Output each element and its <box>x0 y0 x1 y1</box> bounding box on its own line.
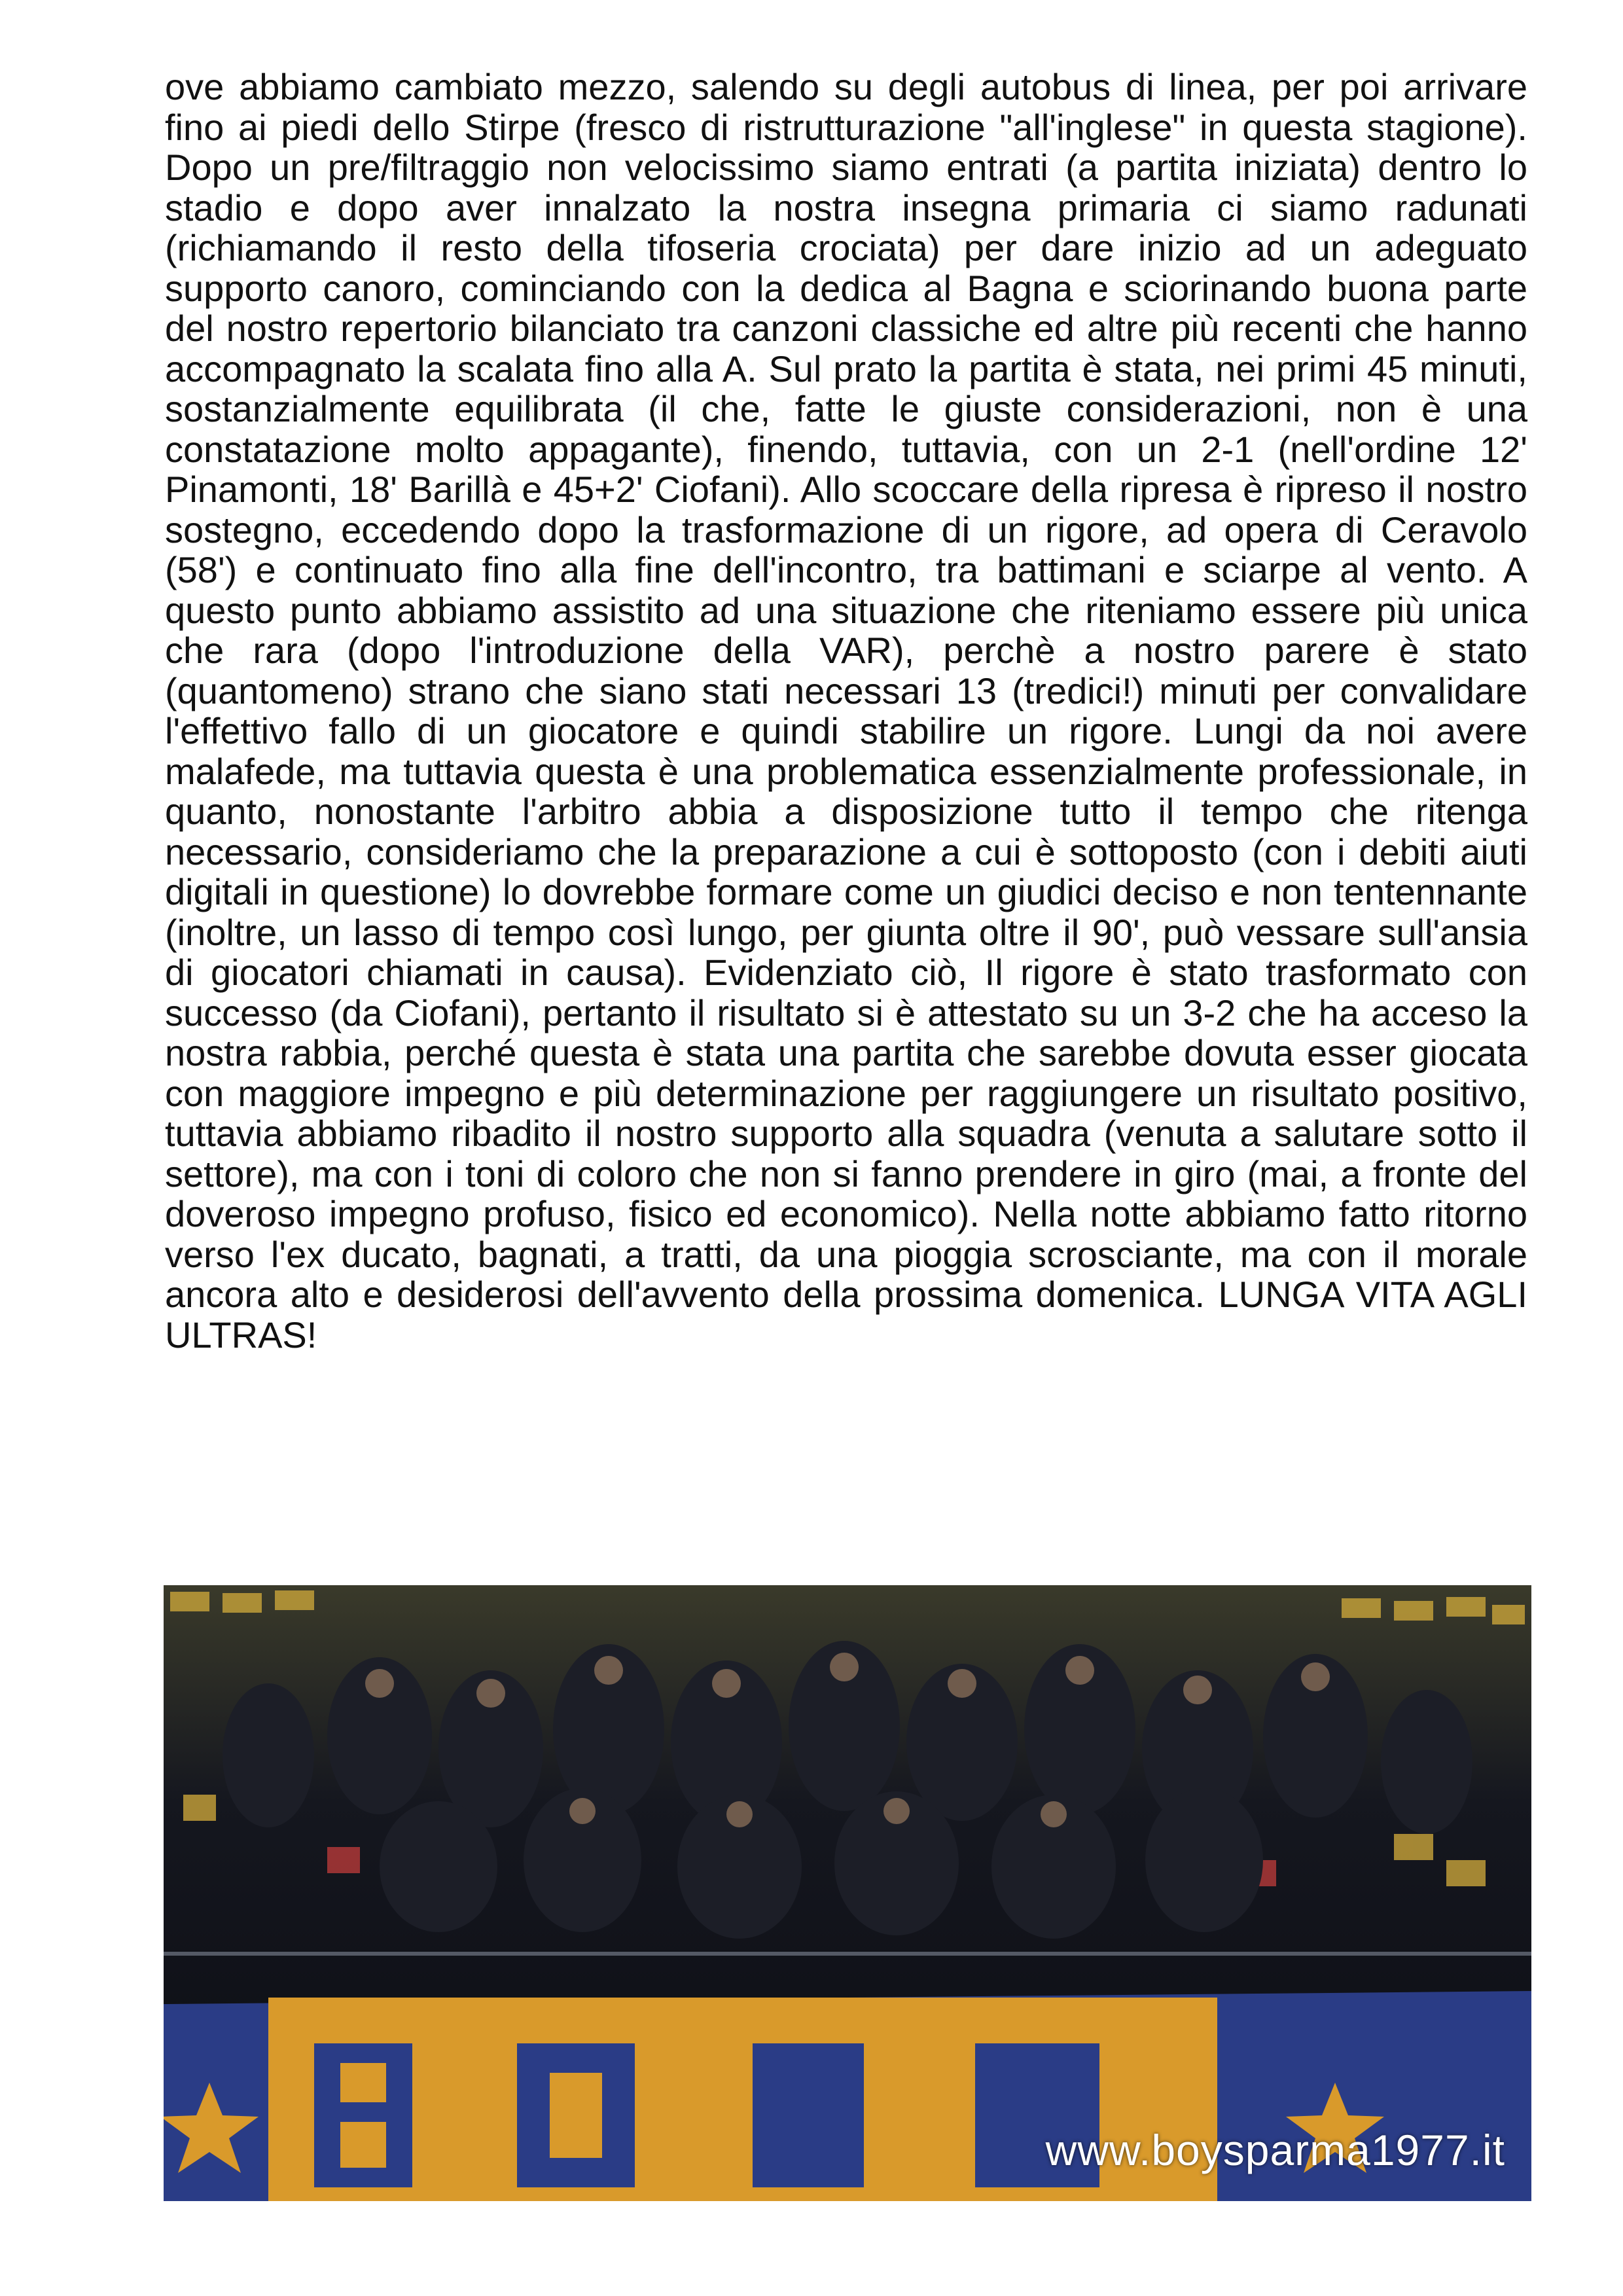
stadium-photo <box>164 1585 1531 2201</box>
photo-watermark: www.boysparma1977.it <box>1045 2126 1505 2174</box>
article-body: ove abbiamo cambiato mezzo, salendo su degli autobus di linea, per poi arrivare fino ai piedi dello Stirpe (fresco di ristrutturazione "all'inglese" in questa stagione). Dopo un pre/filtraggio non velocissimo siamo entrati (a partita iniziata) dentro lo stadio e dopo aver innalzato la nostra insegna primaria ci siamo radunati (richiamando il resto della tifoseria crociata) per dare inizio ad un adeguato supporto canoro, cominciando con la dedica al Bagna e sciorinando buona parte del nostro repertorio bilanciato tra canzoni classiche ed altre più recenti che hanno accompagnato la scalata fino alla A. Sul prato la partita è stata, nei primi 45 minuti, sostanzialmente equilibrata (il che, fatte le giuste considerazioni, non è una constatazione molto appagante), finendo, tuttavia, con un 2-1 (nell'ordine 12' Pinamonti, 18' Barillà e 45+2' Ciofani). Allo scoccare della ripresa è ripreso il nostro sostegno, eccedendo dopo la trasformazione di un rigore, ad opera di Ceravolo (58') e continuato fino alla fine dell'incontro, tra battimani e sciarpe al vento. A questo punto abbiamo assistito ad una situazione che riteniamo essere più unica che rara (dopo l'introduzione della VAR), perchè a nostro parere è stato (quantomeno) strano che siano stati necessari 13 (tredici!) minuti per convalidare l'effettivo fallo di un giocatore e quindi stabilire un rigore. Lungi da noi avere malafede, ma tuttavia questa è una problematica essenzialmente professionale, in quanto, nonostante l'arbitro abbia a disposizione tutto il tempo che ritenga necessario, consideriamo che la preparazione a cui è sottoposto (con i debiti aiuti digitali in questione) lo dovrebbe formare come un giudici deciso e non tentennante (inoltre, un lasso di tempo così lungo, per giunta oltre il 90', può vessare sull'ansia di giocatori chiamati in causa). Evidenziato ciò, Il rigore è stato trasformato con successo (da Ciofani), pertanto il risultato si è attestato su un 3-2 che ha acceso la nostra rabbia, perché questa è stata una partita che sarebbe dovuta esser giocata con maggiore impegno e più determinazione per raggiungere un risultato positivo, tuttavia abbiamo ribadito il nostro supporto alla squadra (venuta a salutare sotto il settore), ma con i toni di coloro che non si fanno prendere in giro (mai, a fronte del doveroso impegno profuso, fisico ed economico). Nella notte abbiamo fatto ritorno verso l'ex ducato, bagnati, a tratti, da una pioggia scrosciante, ma con il morale ancora alto e desiderosi dell'avvento della prossima domenica. LUNGA VITA AGLI ULTRAS! <box>165 66 1527 1355</box>
crowd-banner-illustration <box>164 1585 1531 2201</box>
